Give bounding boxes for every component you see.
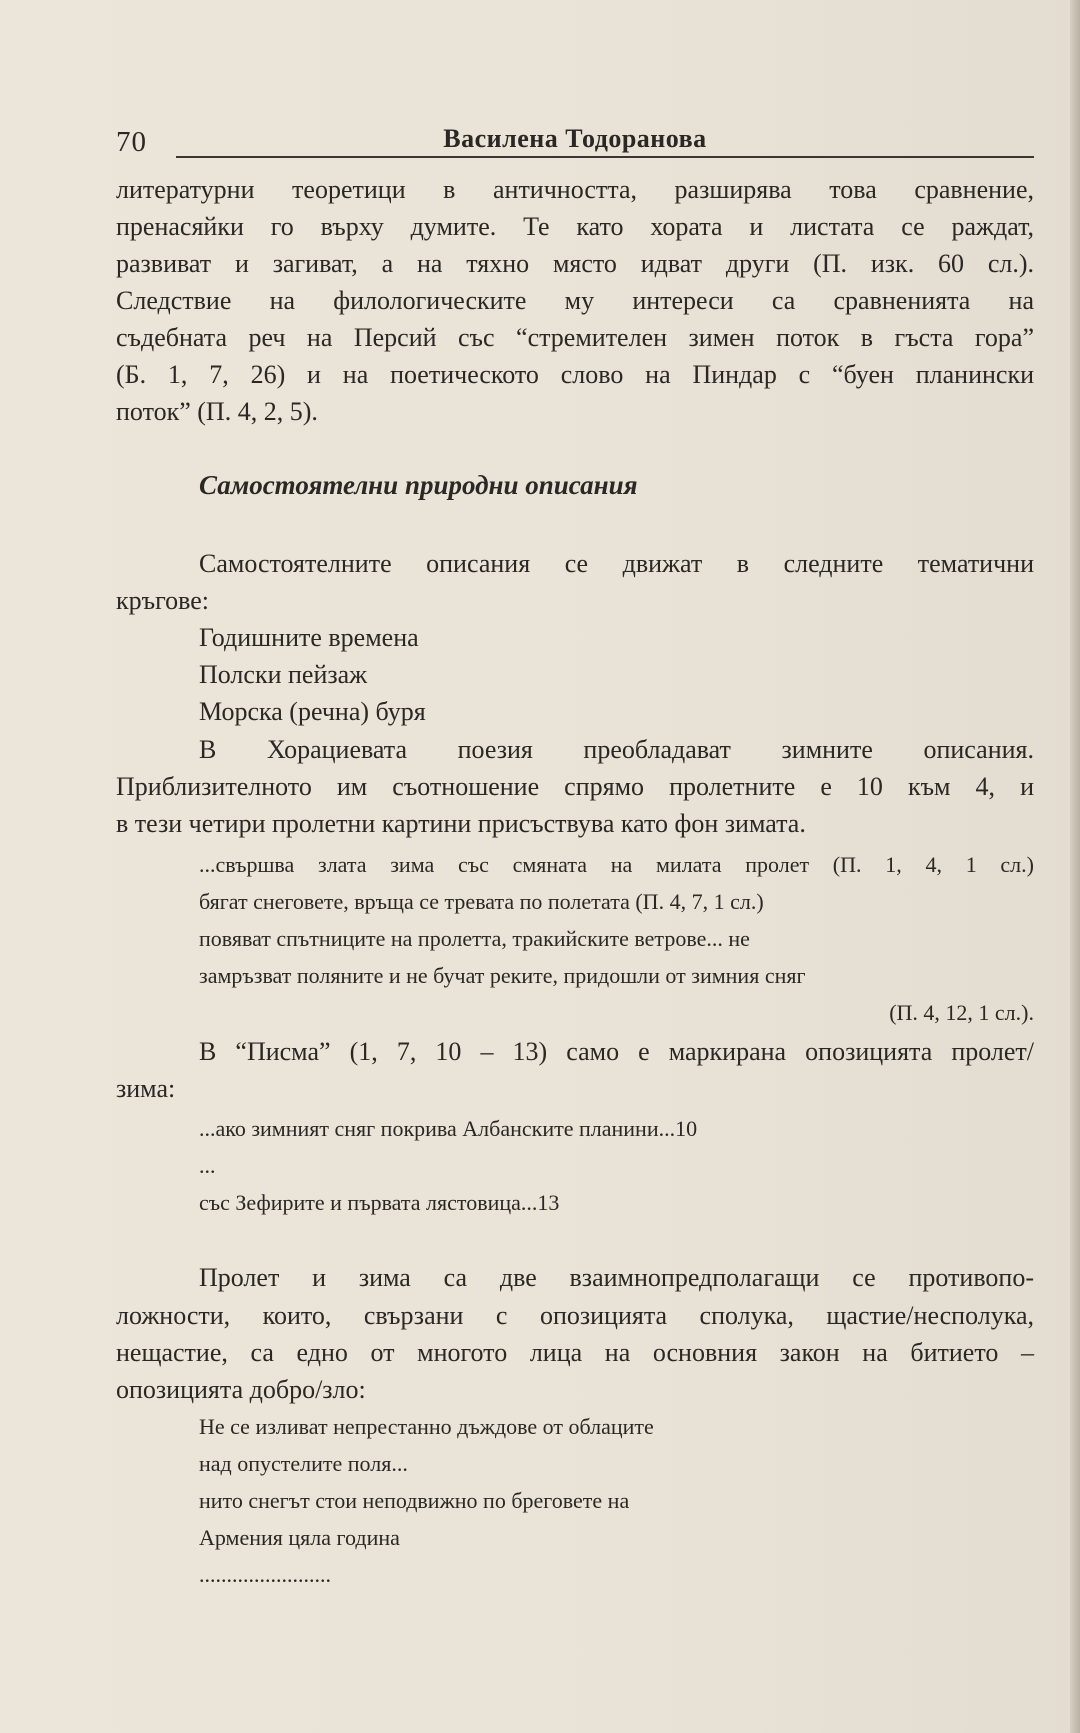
text-line: Пролет и зима са две взаимнопредполагащи се противопо- — [199, 1263, 1034, 1292]
text-line: поток” (П. 4, 2, 5). — [116, 397, 318, 426]
list-item: Годишните времена — [199, 623, 419, 652]
text-line: Самостоятелните описания се движат в следните тематични — [199, 549, 1034, 578]
text-line: развиват и загиват, а на тяхно място идват други (П. изк. 60 сл.). — [116, 249, 1034, 278]
quote-line: Не се изливат непрестанно дъждове от облаците — [199, 1414, 654, 1439]
text-line: зима: — [116, 1074, 176, 1103]
text-line: пренасяйки го върху думите. Те като хората и листата се раждат, — [116, 212, 1034, 241]
header-rule — [176, 156, 1034, 158]
list-item: Морска (речна) буря — [199, 697, 426, 726]
section-heading: Самостоятелни природни описания — [199, 470, 638, 500]
running-title: Василена Тодоранова — [443, 124, 707, 153]
text-line: кръгове: — [116, 586, 209, 615]
quote-line: (П. 4, 12, 1 сл.). — [889, 1000, 1034, 1025]
quote-line: замръзват поляните и не бучат реките, придошли от зимния сняг — [199, 963, 806, 988]
text-line: ложности, които, свързани с опозицията сполука, щастие/несполука, — [116, 1301, 1034, 1330]
text-line: в тези четири пролетни картини присъствува като фон зимата. — [116, 809, 806, 838]
page-number: 70 — [116, 126, 147, 158]
text-line: съдебната реч на Персий със “стремителен зимен поток в гъста гора” — [116, 323, 1034, 352]
page-header — [116, 120, 1034, 160]
quote-line: нито снегът стои неподвижно по бреговете на — [199, 1488, 630, 1513]
text-line: Следствие на филологическите му интереси са сравненията на — [116, 286, 1034, 315]
quote-line: ........................ — [199, 1562, 331, 1587]
text-line: опозицията добро/зло: — [116, 1375, 366, 1404]
quote-line: бягат снеговете, връща се тревата по полетата (П. 4, 7, 1 сл.) — [199, 889, 764, 914]
text-line: литературни теоретици в античността, разширява това сравнение, — [116, 175, 1034, 204]
quote-line: ... — [199, 1153, 216, 1178]
text-line: В Хорациевата поезия преобладават зимните описания. — [199, 735, 1034, 764]
quote-line: над опустелите поля... — [199, 1451, 408, 1476]
quote-line: ...ако зимният сняг покрива Албанските планини...10 — [199, 1116, 698, 1141]
text-line: (Б. 1, 7, 26) и на поетическото слово на Пиндар с “буен планински — [116, 360, 1034, 389]
quote-line: повяват спътниците на пролетта, тракийските ветрове... не — [199, 926, 750, 951]
quote-line: със Зефирите и първата лястовица...13 — [199, 1190, 560, 1215]
quote-line: Армения цяла година — [199, 1525, 400, 1550]
page-edge — [1070, 0, 1080, 1733]
text-line: нещастие, са едно от многото лица на основния закон на битието – — [116, 1338, 1034, 1367]
quote-line: ...свършва злата зима със смяната на милата пролет (П. 1, 4, 1 сл.) — [199, 852, 1034, 877]
list-item: Полски пейзаж — [199, 660, 368, 689]
text-line: В “Писма” (1, 7, 10 – 13) само е маркирана опозицията пролет/ — [199, 1037, 1034, 1066]
text-line: Приблизителното им съотношение спрямо пролетните е 10 към 4, и — [116, 772, 1034, 801]
